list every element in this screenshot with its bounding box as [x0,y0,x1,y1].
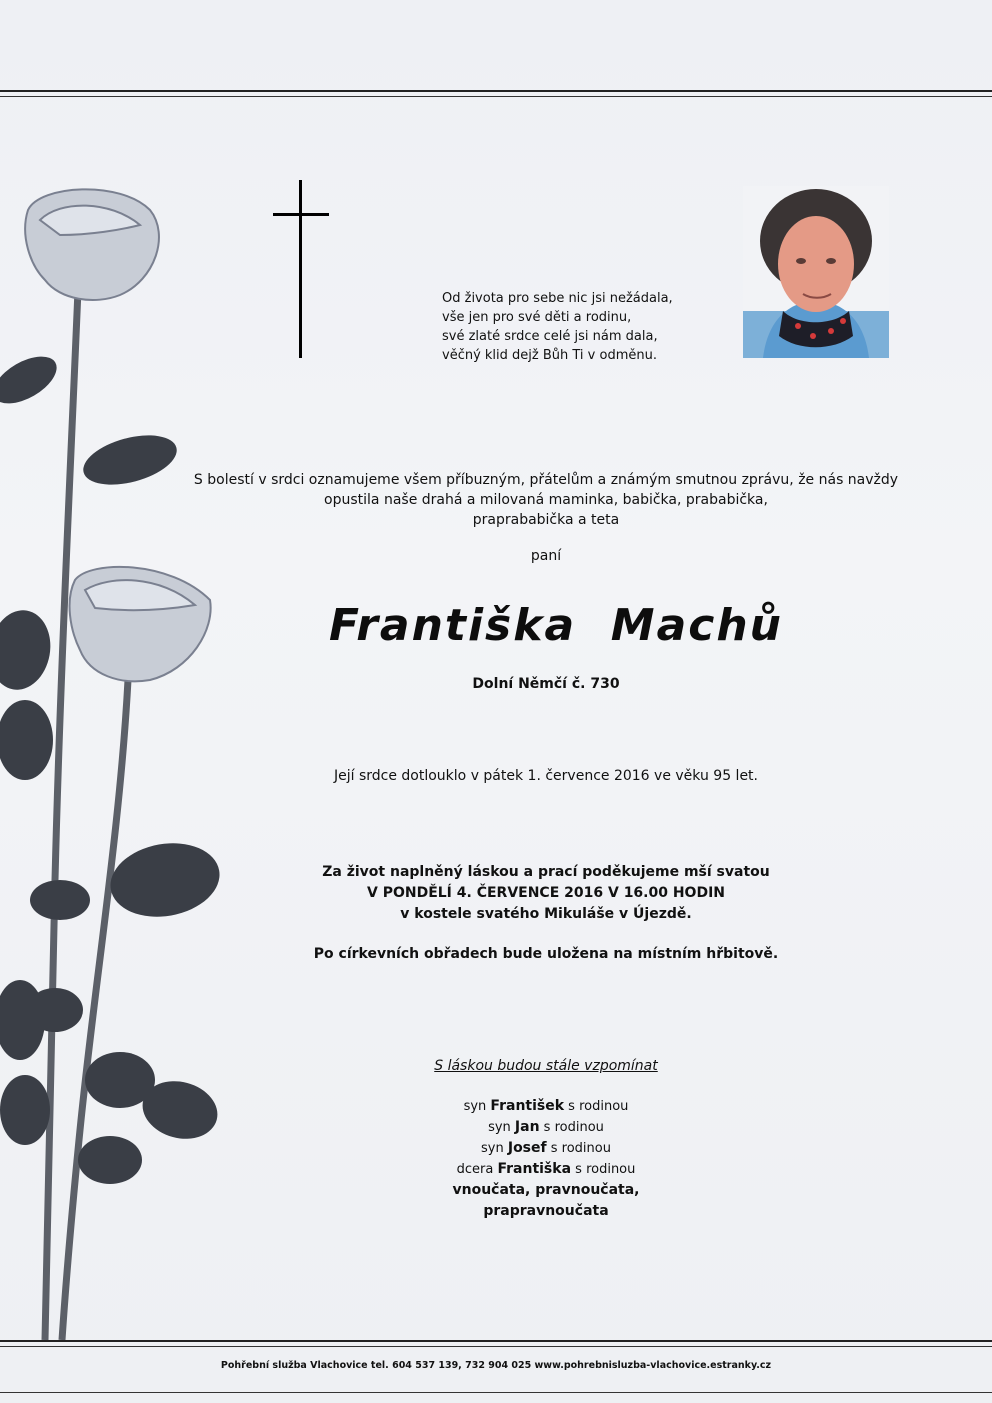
family-member: syn František s rodinou [463,1098,629,1114]
family-extra: vnoučata, pravnoučata, [452,1182,640,1198]
signoff: S láskou budou stále vzpomínat [434,1058,658,1074]
announcement-line: opustila naše drahá a milovaná maminka, babička, prababička, [324,492,768,508]
bottom-rule [0,1340,992,1342]
poem-line: Od života pro sebe nic jsi nežádala, [442,291,673,306]
poem-line: vše jen pro své děti a rodinu, [442,310,632,325]
family-member: syn Josef s rodinou [481,1140,611,1156]
poem-line: své zlaté srdce celé jsi nám dala, [442,329,658,344]
burial-info: Po církevních obřadech bude uložena na místním hřbitově. [313,946,779,962]
death-notice: Její srdce dotlouklo v pátek 1. července 2016 ve věku 95 let. [333,768,758,784]
ceremony-line: V PONDĚLÍ 4. ČERVENCE 2016 V 16.00 HODIN [366,885,726,901]
cross-icon [272,180,332,360]
footer-rule [0,1392,992,1393]
deceased-address: Dolní Němčí č. 730 [472,676,620,692]
portrait-photo [743,186,889,358]
ceremony-line: v kostele svatého Mikuláše v Újezdě. [400,906,692,922]
ceremony-info [180,862,912,925]
family-member: dcera Františka s rodinou [456,1161,636,1177]
family-member: syn Jan s rodinou [488,1119,604,1135]
poem-line: věčný klid dejž Bůh Ti v odměnu. [442,348,657,363]
announcement-line: praprababička a teta [472,512,620,528]
deceased-name: Františka Machů [328,600,784,651]
top-rule [0,90,992,92]
announcement [180,470,912,530]
family-extra: prapravnoučata [483,1203,609,1219]
ceremony-line: Za život naplněný láskou a prací poděkujeme mší svatou [322,864,770,880]
announcement-line: S bolestí v srdci oznamujeme všem příbuzným, přátelům a známým smutnou zprávu, že nás navždy [193,472,899,488]
bottom-rule-thin [0,1346,992,1347]
family-list [180,1096,912,1222]
poem [442,289,673,365]
top-rule-thin [0,96,992,97]
footer-contact: Pohřební služba Vlachovice tel. 604 537 139, 732 904 025 www.pohrebnisluzba-vlachovice.estranky.cz [220,1360,772,1371]
title-pani: paní [530,548,562,564]
